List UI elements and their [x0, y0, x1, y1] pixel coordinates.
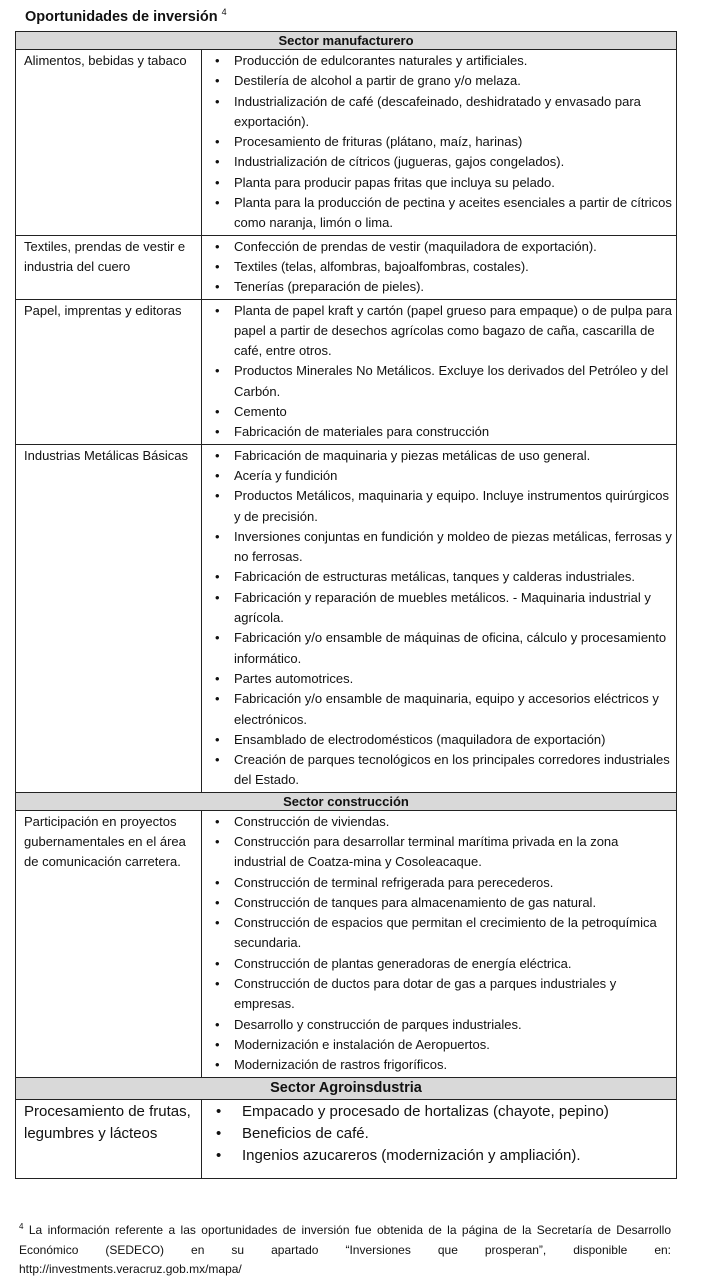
list-item: • Productos Metálicos, maquinaria y equipo. Incluye instrumentos quirúrgicos y de precisión.	[234, 486, 672, 527]
list-item: • Planta para producir papas fritas que incluya su pelado.	[234, 173, 672, 193]
table-row	[16, 235, 677, 299]
category-cell: Procesamiento de frutas, legumbres y lácteos	[16, 1099, 202, 1178]
category-cell: Industrias Metálicas Básicas	[16, 444, 202, 792]
sector-header-row	[16, 1077, 677, 1099]
list-item: • Fabricación y/o ensamble de maquinaria, equipo y accesorios eléctricos y electrónicos.	[234, 689, 672, 730]
footnote-ref: 4	[221, 7, 227, 17]
sector-header-row	[16, 32, 677, 50]
list-item: • Cemento	[234, 402, 672, 422]
bullet-list	[210, 1101, 672, 1167]
list-item: • Construcción para desarrollar terminal marítima privada en la zona industrial de Coatza-mina y Cosoleacaque.	[234, 832, 672, 873]
sector-header: Sector construcción	[16, 792, 677, 810]
category-cell: Papel, imprentas y editoras	[16, 299, 202, 444]
table-row	[16, 299, 677, 444]
list-item: • Desarrollo y construcción de parques industriales.	[234, 1015, 672, 1035]
list-item: • Tenerías (preparación de pieles).	[234, 277, 672, 297]
list-item: • Confección de prendas de vestir (maquiladora de exportación).	[234, 237, 672, 257]
list-item: • Industrialización de cítricos (jugueras, gajos congelados).	[234, 152, 672, 172]
list-item: • Empacado y procesado de hortalizas (chayote, pepino)	[242, 1101, 672, 1123]
table-row	[16, 444, 677, 792]
list-item: • Productos Minerales No Metálicos. Excluye los derivados del Petróleo y del Carbón.	[234, 361, 672, 402]
items-cell	[202, 235, 677, 299]
list-item: • Fabricación de materiales para construcción	[234, 422, 672, 442]
list-item: • Acería y fundición	[234, 466, 672, 486]
category-cell: Participación en proyectos gubernamentales en el área de comunicación carretera.	[16, 810, 202, 1077]
table-row	[16, 50, 677, 236]
list-item: • Modernización de rastros frigoríficos.	[234, 1055, 672, 1075]
list-item: • Construcción de ductos para dotar de gas a parques industriales y empresas.	[234, 974, 672, 1015]
list-item: • Partes automotrices.	[234, 669, 672, 689]
category-cell: Textiles, prendas de vestir e industria del cuero	[16, 235, 202, 299]
items-cell	[202, 50, 677, 236]
opportunities-table	[15, 31, 677, 1179]
list-item: • Fabricación y reparación de muebles metálicos. - Maquinaria industrial y agrícola.	[234, 588, 672, 629]
list-item: • Construcción de viviendas.	[234, 812, 672, 832]
list-item: • Construcción de espacios que permitan el crecimiento de la petroquímica secundaria.	[234, 913, 672, 954]
list-item: • Planta para la producción de pectina y aceites esenciales a partir de cítricos como naranja, limón o lima.	[234, 193, 672, 234]
list-item: • Ingenios azucareros (modernización y ampliación).	[242, 1145, 672, 1167]
list-item: • Ensamblado de electrodomésticos (maquiladora de exportación)	[234, 730, 672, 750]
bullet-list	[210, 812, 672, 1076]
footnote: $^4$ La información referente a las oportunidades de inversión fue obtenida de la página de la Secretaría de Desarrollo Económico (SEDECO) en su apartado “Inversiones que prosperan”, disponible en: http://investments.veracruz.gob.mx/mapa/	[19, 1222, 671, 1276]
list-item: • Textiles (telas, alfombras, bajoalfombras, costales).	[234, 257, 672, 277]
list-item: • Planta de papel kraft y cartón (papel grueso para empaque) o de pulpa para papel a partir de desechos agrícolas como bagazo de caña, cascarilla de café, entre otros.	[234, 301, 672, 362]
page-title: Oportunidades de inversión $^4$	[25, 7, 227, 25]
list-item: • Construcción de plantas generadoras de energía eléctrica.	[234, 954, 672, 974]
list-item: • Inversiones conjuntas en fundición y moldeo de piezas metálicas, ferrosas y no ferrosas.	[234, 527, 672, 568]
items-cell	[202, 444, 677, 792]
list-item: • Fabricación y/o ensamble de máquinas de oficina, cálculo y procesamiento informático.	[234, 628, 672, 669]
category-cell: Alimentos, bebidas y tabaco	[16, 50, 202, 236]
items-cell	[202, 810, 677, 1077]
list-item: • Construcción de tanques para almacenamiento de gas natural.	[234, 893, 672, 913]
table-row	[16, 810, 677, 1077]
list-item: • Industrialización de café (descafeinado, deshidratado y envasado para exportación).	[234, 92, 672, 133]
bullet-list	[210, 51, 672, 234]
list-item: • Producción de edulcorantes naturales y artificiales.	[234, 51, 672, 71]
bullet-list	[210, 301, 672, 443]
list-item: • Destilería de alcohol a partir de grano y/o melaza.	[234, 71, 672, 91]
items-cell	[202, 299, 677, 444]
table-row	[16, 1099, 677, 1178]
bullet-list	[210, 237, 672, 298]
list-item: • Procesamiento de frituras (plátano, maíz, harinas)	[234, 132, 672, 152]
list-item: • Modernización e instalación de Aeropuertos.	[234, 1035, 672, 1055]
list-item: • Creación de parques tecnológicos en los principales corredores industriales del Estado.	[234, 750, 672, 791]
sector-header: Sector Agroinsdustria	[16, 1077, 677, 1099]
list-item: • Beneficios de café.	[242, 1123, 672, 1145]
list-item: • Fabricación de maquinaria y piezas metálicas de uso general.	[234, 446, 672, 466]
items-cell	[202, 1099, 677, 1178]
list-item: • Fabricación de estructuras metálicas, tanques y calderas industriales.	[234, 567, 672, 587]
sector-header: Sector manufacturero	[16, 32, 677, 50]
list-item: • Construcción de terminal refrigerada para perecederos.	[234, 873, 672, 893]
bullet-list	[210, 446, 672, 791]
sector-header-row	[16, 792, 677, 810]
